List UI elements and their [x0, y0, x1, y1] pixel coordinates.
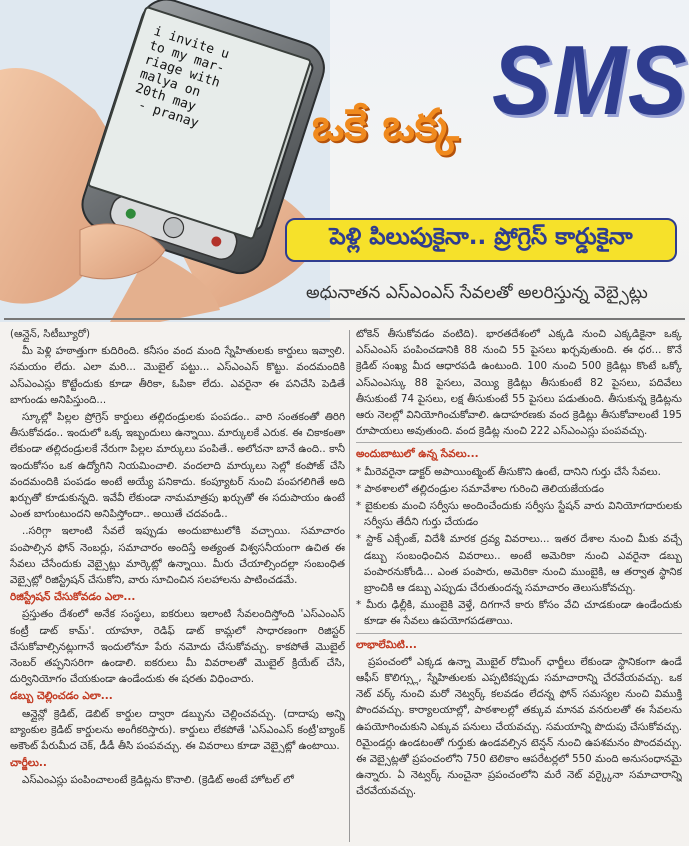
subheadline-text: పెళ్లి పిలుపుకైనా.. ప్రోగ్రెస్ కార్డుకైనా [329, 224, 633, 250]
tagline: అధునాతన ఎస్ఎంఎస్ సేవలతో అలరిస్తున్న వెబ్సైట్లు [306, 283, 648, 303]
dateline: (ఆన్లైన్, సిటీబ్యూరో) [10, 328, 91, 340]
section-heading-payment: డబ్బు చెల్లించడం ఎలా... [10, 690, 113, 703]
header-divider [4, 318, 685, 320]
paragraph: ఎస్ఎంఎస్లు పంపించాలంటే క్రెడిట్లను కొనాలి. (క్రెడిట్ అంటే హోటల్ లో [22, 774, 294, 787]
article-column-left [10, 326, 345, 842]
headline-sms: SMS [492, 25, 689, 135]
subheadline-banner [285, 218, 677, 262]
service-item: * బైకులకు మంచి సర్వీసు అందించేందుకు సర్వీసు స్టేషన్ వారు వినియోగదారులకు సర్వీసు తేదీని గుర్తు చేయడం [356, 498, 682, 530]
article-column-right [356, 326, 682, 842]
section-heading-charges: చార్జీలు.. [10, 757, 47, 770]
section-heading-benefits: లాభాలేమిటి... [356, 638, 417, 651]
section-divider [356, 442, 682, 443]
phone-message-text: i invite u to my mar- riage with malya on 20th may - pranay [87, 6, 312, 241]
section-heading-registration: రిజిస్ట్రేషన్ చేసుకోవడం ఎలా... [10, 591, 136, 604]
service-item: * మీరు ఢిల్లీకి, ముంబైకి వెళ్తే, దిగగానే కారు కోసం వేచి చూడకుండా ఉండేందుకు కూడా ఈ సేవలు ఉపయోగపడతాయి. [356, 597, 682, 629]
headline-telugu: ఒకే ఒక్క [312, 100, 459, 151]
service-item: * స్టాక్ ఎక్చేంజ్, విదేశీ మారక ద్రవ్య వివరాలు... ఇతర దేశాల నుంచి మీకు వచ్చే డబ్బు సంబంధించిన వివరాలు.. అంటే అమెరికా నుంచి ఎవరైనా డబ్బు పంపారనుకోండి... ఎంత పంపారు, అమెరికా నుంచి ముంబైకి, ఆ తర్వాత స్థానిక బ్రాంచికి ఆ డబ్బు ఎప్పుడు చేరుతుందన్న సమాచారం తెలుసుకోవచ్చు. [356, 531, 682, 596]
section-heading-services: అందుబాటులో ఉన్న సేవలు... [356, 448, 479, 461]
paragraph: స్కూల్లో పిల్లల ప్రోగ్రెస్ కార్డులు తల్లిదండ్రులకు పంపడం.. వారి సంతకంతో తిరిగి తీసుకోవడం.. ఇందులో ఒక్క ఇబ్బందులు ఉన్నాయి. మార్కులకే ఎరుక. ఈ చికాకంతా లేకుండా తల్లిదండ్రులకే నేరుగా పిల్లల మార్కులు పంపితే.. అలోచనా బానే ఉంది.. కానీ ఇందుకోసం ఒక ఉద్యోగిని నియమించాలి. వందలాది మార్కులు సెల్లో కంపోజ్ చేసి వందమందికి పంపడం అంటే అయ్యే పనికాదు. కంప్యూటర్ నుంచి పంపగలిగితే అది ఖర్చుతో కూడుకున్నది. ఇవేవీ లేకుండా నామమాత్రపు ఖర్చుతో ఈ సదుపాయం ఉంటే ఎంత బాగుంటుందని అనిపిస్తోందా.. అయితే చదవండి.. [10, 411, 345, 521]
paragraph: ఆన్లైన్లో క్రెడిట్, డెబిట్ కార్డుల ద్వారా డబ్బును చెల్లించవచ్చు. (దాదాపు అన్ని బ్యాంకుల క్రెడిట్ కార్డులను అంగీకరిస్తారు). కార్డులు లేకపోతే 'ఎస్ఎంఎస్ కంట్రీ'బ్యాంక్ అకౌంట్ పేరుమీద చెక్, డీడీ తీసి పంపవచ్చు. ఈ వివరాలు కూడా వెబ్సైట్లో ఉంటాయి. [10, 707, 345, 753]
paragraph: టోకెన్ తీసుకోవడం వంటిది). భారతదేశంలో ఎక్కడి నుంచి ఎక్కడికైనా ఒక్క ఎస్ఎంఎస్ పంపించడానికి 88 నుంచి 55 పైసలు ఖర్చవుతుంది. ఈ ధర... కొనే క్రెడిట్ సంఖ్య మీద ఆధారపడి ఉంటుంది. 100 నుంచి 500 క్రెడిట్లు కొంటే ఒక్కో ఎస్ఎంఎస్కు 88 పైసలు, వెయ్యి క్రెడిట్లు తీసుకుంటే 82 పైసలు, పదివేలు తీసుకుంటే 74 పైసలు, లక్ష తీసుకుంటే 55 పైసలు పడుతుంది. తీసుకున్న క్రెడిట్లను ఆరు నెలల్లో వినియోగించుకోవాలి. ఉదాహరణకు వంద క్రెడిట్లు తీసుకోవాలంటే 195 రూపాయలు అవుతుంది. వంద క్రెడిట్ల నుంచి 222 ఎస్ఎంఎస్లు పంపవచ్చు. [356, 328, 682, 438]
section-divider [356, 633, 682, 634]
paragraph: ప్రపంచంలో ఎక్కడ ఉన్నా మొబైల్ రోమింగ్ ఛార్జీలు లేకుండా స్థానికంగా ఉండే ఆఫీస్ కొలిగ్స్లు, స్నేహితులకు ఎప్పటికప్పుడు సమాచారాన్ని చేరవేయవచ్చు. ఒక నెట్ వర్క్ నుంచి మరో నెట్వర్క్ కలవడం లేదన్న ఫోన్ సమస్యల నుంచి విముక్తి పొందవచ్చు. కార్యాలయాల్లో, పాఠశాలల్లో తక్కువ మానవ వనరులతో ఈ సేవలను ఉపయోగించుకుని ఎక్కువ పనులు చేయవచ్చు. సమయాన్ని పొదుపు చేసుకోవచ్చు. రిమైండర్లు ఉండటంతో గుర్తుకు ఉండవల్సిన టెన్షన్ నుంచి ఉపశమనం పొందవచ్చు. ఈ వెబ్సైట్లతో ప్రపంచంలోని 750 టెలికాం ఆపరేటర్లలో 550 మంది అనుసంధానమై ఉన్నారు. ఏ నెట్వర్క్ నుంచైనా ప్రపంచంలోని మరే నెట్ వర్క్కైనా సమాచారాన్ని చేరవేయవచ్చు. [356, 655, 682, 798]
column-divider [349, 330, 350, 842]
paragraph: ..సరిగ్గా ఇలాంటి సేవలే ఇప్పుడు అందుబాటులోకి వచ్చాయి. సమాచారం పంపాల్సిన ఫోన్ నెంబర్లు, సమాచారం అందిస్తే అత్యంత విశ్వసనీయంగా ఉచిత ఈ సేవలు చేసేందుకు వెబ్సైట్లు మార్కెట్లో ఉన్నాయి. మీరు చేయాల్సిందల్లా సంబంధిత వెబ్సైట్లో రిజిస్ట్రేషన్ చేసుకోని, వారు సూచించిన సలహాలను పాటించడమే. [10, 525, 345, 587]
service-item: * పాఠశాలలో తల్లిదండ్రుల సమావేశాల గురించి తెలియజేయడం [356, 481, 682, 497]
article-header [0, 0, 689, 322]
paragraph: మీ పెళ్లి హఠాత్తుగా కుదిరింది. కనీసం వంద మంది స్నేహితులకు కార్డులు ఇవ్వాలి. సమయం లేదు. ఎలా మరి... మొబైల్ పట్టు... ఎస్ఎంఎస్ కొట్టు. వందమందికి ఎస్ఎంఎస్లు కొట్టేందుకు కూడా తీరికా, ఓపికా లేదు. ఎవరైనా ఈ పనిచేసి పెడితే బాగుండు అనిపిస్తుంది... [10, 345, 345, 406]
paragraph: ప్రస్తుతం దేశంలో అనేక సంస్థలు, ఐకరులు ఇలాంటి సేవలందిస్తోంది 'ఎస్ఎంఎస్ కంట్రీ డాట్ కామ్'. యాహూ, రెడిఫ్ డాట్ కామ్లలో సాధారణంగా రిజిస్టర్ చేసుకోవాల్సినట్లుగానే ఇందులోనూ పేరు నమోదు చేసుకోవచ్చు. కాకపోతే మొబైల్ నెంబర్ తప్పనిసరిగా ఉండాలి. ఐకరులు మీ వివరాలతో మొబైల్ క్రియేట్ చేసి, దుర్వినియోగం చేయకుండా ఉండేందుకు ఈ షరతు విధించారు. [10, 608, 345, 686]
service-item: * మీరెవరైనా డాక్టర్ అపాయింట్మెంట్ తీసుకొని ఉంటే, దానిని గుర్తు చేసే సేవలు. [356, 464, 682, 480]
